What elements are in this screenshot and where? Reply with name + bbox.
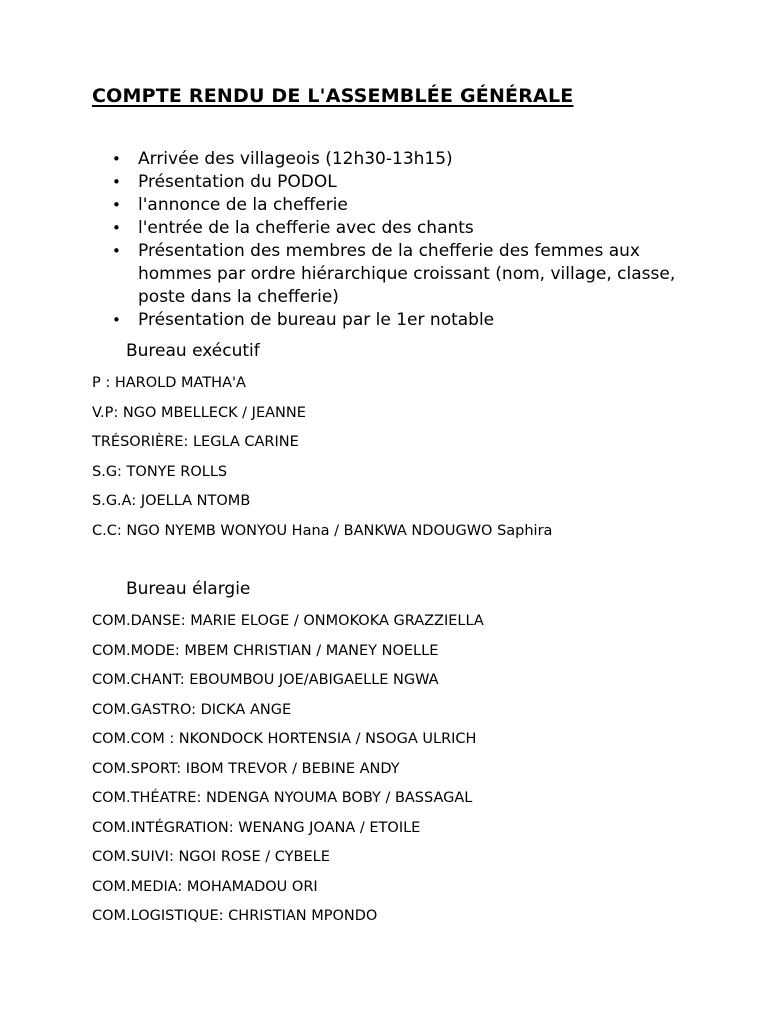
agenda-item-text: Présentation du PODOL xyxy=(138,172,337,192)
agenda-item-text: l'annonce de la chefferie xyxy=(138,195,348,215)
bullet-icon: • xyxy=(112,242,121,260)
document-title: COMPTE RENDU DE L'ASSEMBLÉE GÉNÉRALE xyxy=(92,85,574,107)
bullet-icon: • xyxy=(112,219,121,237)
executive-member-line: P : HAROLD MATHA'A xyxy=(92,375,246,391)
agenda-item xyxy=(92,309,692,332)
agenda-item-text: Présentation des membres de la chefferie des femmes aux hommes par ordre hiérarchique croissant (nom, village, classe, poste dans la chefferie) xyxy=(138,241,676,307)
extended-member-line: COM.GASTRO: DICKA ANGE xyxy=(92,701,292,718)
extended-member-line: COM.CHANT: EBOUMBOU JOE/ABIGAELLE NGWA xyxy=(92,672,439,688)
extended-member-line: COM.INTÉGRATION: WENANG JOANA / ETOILE xyxy=(92,819,421,836)
agenda-item-text: Présentation de bureau par le 1er notable xyxy=(138,310,495,330)
executive-member-line: S.G.A: JOELLA NTOMB xyxy=(92,493,251,509)
agenda-item xyxy=(92,240,692,309)
agenda-item-text: Arrivée des villageois (12h30-13h15) xyxy=(138,149,453,169)
extended-member-line: COM.MEDIA: MOHAMADOU ORI xyxy=(92,878,318,895)
executive-member-line: C.C: NGO NYEMB WONYOU Hana / BANKWA NDOUGWO Saphira xyxy=(92,522,553,539)
agenda-item xyxy=(92,194,692,217)
extended-bureau-list xyxy=(92,612,484,937)
executive-member-line: S.G: TONYE ROLLS xyxy=(92,463,228,480)
executive-bureau-heading: Bureau exécutif xyxy=(126,341,260,361)
extended-member-line: COM.DANSE: MARIE ELOGE / ONMOKOKA GRAZZIELLA xyxy=(92,613,484,629)
bullet-icon: • xyxy=(112,150,121,168)
agenda-item-text: l'entrée de la chefferie avec des chants xyxy=(138,218,474,238)
agenda-item xyxy=(92,148,692,171)
executive-bureau-list xyxy=(92,374,552,551)
extended-member-line: COM.LOGISTIQUE: CHRISTIAN MPONDO xyxy=(92,908,378,924)
bullet-icon: • xyxy=(112,311,121,329)
agenda-item xyxy=(92,171,692,194)
executive-member-line: TRÉSORIÈRE: LEGLA CARINE xyxy=(92,434,299,450)
agenda-item xyxy=(92,217,692,240)
extended-member-line: COM.SPORT: IBOM TREVOR / BEBINE ANDY xyxy=(92,760,400,777)
bullet-icon: • xyxy=(112,173,121,191)
agenda-list xyxy=(92,148,692,332)
extended-member-line: COM.THÉATRE: NDENGA NYOUMA BOBY / BASSAGAL xyxy=(92,790,473,806)
extended-bureau-heading: Bureau élargie xyxy=(126,579,251,599)
extended-member-line: COM.COM : NKONDOCK HORTENSIA / NSOGA ULRICH xyxy=(92,731,477,747)
bullet-icon: • xyxy=(112,196,121,214)
extended-member-line: COM.SUIVI: NGOI ROSE / CYBELE xyxy=(92,849,330,865)
executive-member-line: V.P: NGO MBELLECK / JEANNE xyxy=(92,404,306,421)
extended-member-line: COM.MODE: MBEM CHRISTIAN / MANEY NOELLE xyxy=(92,642,439,659)
